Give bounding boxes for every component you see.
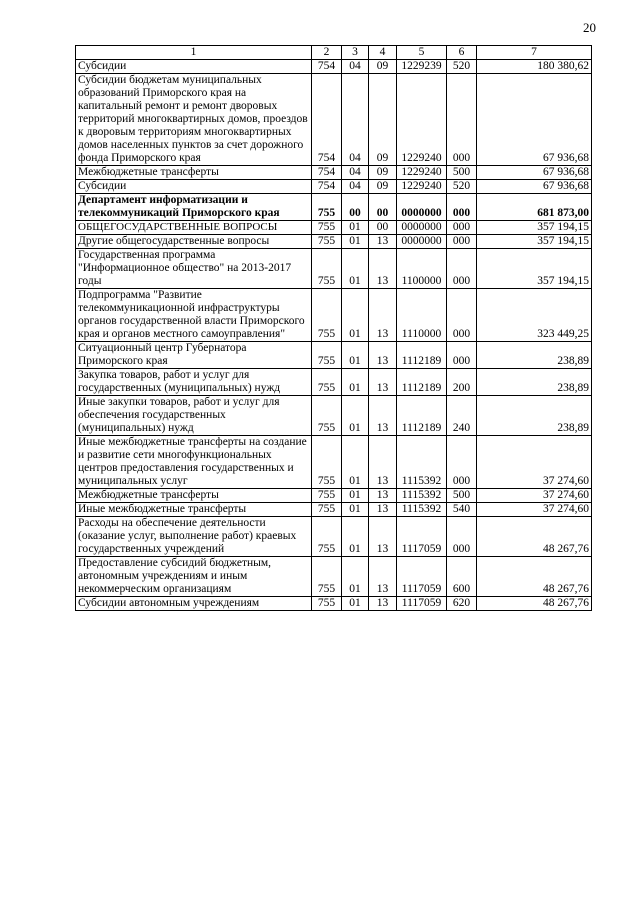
row-vr-cell: 500 — [447, 489, 477, 503]
row-csr-cell: 1115392 — [397, 489, 447, 503]
table-row — [76, 503, 592, 517]
row-rz-cell: 01 — [342, 489, 369, 503]
row-name-cell: Иные межбюджетные трансферты на создание и развитие сети многофункциональных центров предоставления государственных и муниципальных услуг — [76, 436, 312, 489]
row-vr-cell: 500 — [447, 166, 477, 180]
table-row — [76, 557, 592, 597]
row-name-cell: Расходы на обеспечение деятельности (оказание услуг, выполнение работ) краевых государственных учреждений — [76, 517, 312, 557]
row-ved-cell: 755 — [312, 436, 342, 489]
row-csr-cell: 1112189 — [397, 396, 447, 436]
row-rz-cell: 04 — [342, 166, 369, 180]
row-rz-cell: 01 — [342, 557, 369, 597]
row-vr-cell: 200 — [447, 369, 477, 396]
row-pr-cell: 00 — [369, 194, 397, 221]
table-row — [76, 60, 592, 74]
row-sum-cell: 48 267,76 — [477, 557, 592, 597]
row-name-cell: ОБЩЕГОСУДАРСТВЕННЫЕ ВОПРОСЫ — [76, 221, 312, 235]
row-rz-cell: 01 — [342, 597, 369, 611]
row-rz-cell: 01 — [342, 342, 369, 369]
row-csr-cell: 1110000 — [397, 289, 447, 342]
table-row — [76, 249, 592, 289]
row-name-cell: Межбюджетные трансферты — [76, 489, 312, 503]
row-ved-cell: 755 — [312, 517, 342, 557]
table-header-row — [76, 46, 592, 60]
row-rz-cell: 04 — [342, 74, 369, 166]
row-csr-cell: 1229240 — [397, 166, 447, 180]
table-row — [76, 369, 592, 396]
row-rz-cell: 04 — [342, 180, 369, 194]
row-vr-cell: 620 — [447, 597, 477, 611]
table-row — [76, 74, 592, 166]
row-sum-cell: 48 267,76 — [477, 517, 592, 557]
header-cell: 5 — [397, 46, 447, 60]
row-name-cell: Межбюджетные трансферты — [76, 166, 312, 180]
row-pr-cell: 13 — [369, 369, 397, 396]
row-name-cell: Другие общегосударственные вопросы — [76, 235, 312, 249]
table-row — [76, 489, 592, 503]
row-name-cell: Департамент информатизации и телекоммуникаций Приморского края — [76, 194, 312, 221]
row-ved-cell: 754 — [312, 166, 342, 180]
row-ved-cell: 755 — [312, 194, 342, 221]
row-csr-cell: 1112189 — [397, 369, 447, 396]
row-csr-cell: 1229240 — [397, 74, 447, 166]
row-pr-cell: 13 — [369, 503, 397, 517]
row-rz-cell: 01 — [342, 249, 369, 289]
row-sum-cell: 238,89 — [477, 369, 592, 396]
row-sum-cell: 37 274,60 — [477, 503, 592, 517]
row-rz-cell: 01 — [342, 517, 369, 557]
table-row — [76, 180, 592, 194]
row-pr-cell: 13 — [369, 289, 397, 342]
row-sum-cell: 323 449,25 — [477, 289, 592, 342]
row-ved-cell: 755 — [312, 396, 342, 436]
row-pr-cell: 13 — [369, 249, 397, 289]
row-name-cell: Иные межбюджетные трансферты — [76, 503, 312, 517]
row-vr-cell: 000 — [447, 74, 477, 166]
row-vr-cell: 000 — [447, 221, 477, 235]
row-sum-cell: 238,89 — [477, 396, 592, 436]
table-row — [76, 436, 592, 489]
row-pr-cell: 13 — [369, 597, 397, 611]
row-pr-cell: 13 — [369, 436, 397, 489]
row-ved-cell: 755 — [312, 289, 342, 342]
row-rz-cell: 00 — [342, 194, 369, 221]
row-ved-cell: 755 — [312, 489, 342, 503]
row-ved-cell: 754 — [312, 180, 342, 194]
header-cell: 2 — [312, 46, 342, 60]
row-rz-cell: 01 — [342, 369, 369, 396]
row-rz-cell: 01 — [342, 289, 369, 342]
table-row — [76, 396, 592, 436]
table-row — [76, 235, 592, 249]
row-name-cell: Субсидии — [76, 60, 312, 74]
row-csr-cell: 1117059 — [397, 557, 447, 597]
row-vr-cell: 240 — [447, 396, 477, 436]
row-ved-cell: 755 — [312, 369, 342, 396]
row-csr-cell: 0000000 — [397, 221, 447, 235]
row-name-cell: Субсидии — [76, 180, 312, 194]
row-csr-cell: 1117059 — [397, 517, 447, 557]
table-row — [76, 221, 592, 235]
row-sum-cell: 67 936,68 — [477, 180, 592, 194]
row-sum-cell: 681 873,00 — [477, 194, 592, 221]
row-ved-cell: 754 — [312, 60, 342, 74]
row-sum-cell: 357 194,15 — [477, 235, 592, 249]
header-cell: 6 — [447, 46, 477, 60]
row-pr-cell: 13 — [369, 235, 397, 249]
row-sum-cell: 238,89 — [477, 342, 592, 369]
table-row — [76, 289, 592, 342]
row-csr-cell: 1229239 — [397, 60, 447, 74]
table-row — [76, 194, 592, 221]
row-sum-cell: 67 936,68 — [477, 74, 592, 166]
row-csr-cell: 1117059 — [397, 597, 447, 611]
row-pr-cell: 00 — [369, 221, 397, 235]
row-ved-cell: 755 — [312, 221, 342, 235]
budget-table — [75, 45, 592, 611]
row-rz-cell: 01 — [342, 503, 369, 517]
row-vr-cell: 000 — [447, 289, 477, 342]
row-pr-cell: 13 — [369, 557, 397, 597]
row-ved-cell: 755 — [312, 597, 342, 611]
row-sum-cell: 48 267,76 — [477, 597, 592, 611]
row-pr-cell: 09 — [369, 166, 397, 180]
row-vr-cell: 520 — [447, 180, 477, 194]
row-vr-cell: 000 — [447, 342, 477, 369]
row-name-cell: Ситуационный центр Губернатора Приморского края — [76, 342, 312, 369]
table-row — [76, 517, 592, 557]
row-name-cell: Государственная программа "Информационное общество" на 2013-2017 годы — [76, 249, 312, 289]
row-vr-cell: 600 — [447, 557, 477, 597]
table-row — [76, 597, 592, 611]
row-rz-cell: 01 — [342, 436, 369, 489]
row-sum-cell: 357 194,15 — [477, 221, 592, 235]
row-csr-cell: 1115392 — [397, 436, 447, 489]
row-sum-cell: 67 936,68 — [477, 166, 592, 180]
row-ved-cell: 755 — [312, 235, 342, 249]
row-name-cell: Закупка товаров, работ и услуг для государственных (муниципальных) нужд — [76, 369, 312, 396]
row-name-cell: Подпрограмма "Развитие телекоммуникационной инфраструктуры органов государственной власти Приморского края и органов местного самоуправления" — [76, 289, 312, 342]
row-pr-cell: 09 — [369, 74, 397, 166]
row-csr-cell: 0000000 — [397, 235, 447, 249]
header-cell: 7 — [477, 46, 592, 60]
header-cell: 1 — [76, 46, 312, 60]
row-csr-cell: 1115392 — [397, 503, 447, 517]
row-vr-cell: 000 — [447, 249, 477, 289]
row-ved-cell: 754 — [312, 74, 342, 166]
row-rz-cell: 01 — [342, 235, 369, 249]
row-vr-cell: 000 — [447, 235, 477, 249]
row-rz-cell: 01 — [342, 396, 369, 436]
row-vr-cell: 000 — [447, 194, 477, 221]
row-rz-cell: 01 — [342, 221, 369, 235]
row-sum-cell: 357 194,15 — [477, 249, 592, 289]
row-pr-cell: 13 — [369, 342, 397, 369]
table-row — [76, 342, 592, 369]
row-csr-cell: 1112189 — [397, 342, 447, 369]
row-vr-cell: 000 — [447, 517, 477, 557]
row-rz-cell: 04 — [342, 60, 369, 74]
row-sum-cell: 180 380,62 — [477, 60, 592, 74]
row-name-cell: Субсидии автономным учреждениям — [76, 597, 312, 611]
row-sum-cell: 37 274,60 — [477, 489, 592, 503]
row-pr-cell: 09 — [369, 60, 397, 74]
row-csr-cell: 1229240 — [397, 180, 447, 194]
row-csr-cell: 1100000 — [397, 249, 447, 289]
row-pr-cell: 13 — [369, 489, 397, 503]
row-vr-cell: 540 — [447, 503, 477, 517]
row-pr-cell: 13 — [369, 396, 397, 436]
header-cell: 4 — [369, 46, 397, 60]
header-cell: 3 — [342, 46, 369, 60]
row-pr-cell: 13 — [369, 517, 397, 557]
row-ved-cell: 755 — [312, 342, 342, 369]
row-name-cell: Иные закупки товаров, работ и услуг для обеспечения государственных (муниципальных) нужд — [76, 396, 312, 436]
row-vr-cell: 000 — [447, 436, 477, 489]
row-csr-cell: 0000000 — [397, 194, 447, 221]
table-row — [76, 166, 592, 180]
row-ved-cell: 755 — [312, 503, 342, 517]
row-vr-cell: 520 — [447, 60, 477, 74]
row-name-cell: Предоставление субсидий бюджетным, автономным учреждениям и иным некоммерческим организациям — [76, 557, 312, 597]
page-number: 20 — [583, 20, 596, 35]
row-name-cell: Субсидии бюджетам муниципальных образований Приморского края на капитальный ремонт и ремонт дворовых территорий многоквартирных домов, проездов к дворовым территориям многоквартирных домов населенных пунктов за счет дорожного фонда Приморского края — [76, 74, 312, 166]
row-ved-cell: 755 — [312, 557, 342, 597]
row-pr-cell: 09 — [369, 180, 397, 194]
row-sum-cell: 37 274,60 — [477, 436, 592, 489]
row-ved-cell: 755 — [312, 249, 342, 289]
